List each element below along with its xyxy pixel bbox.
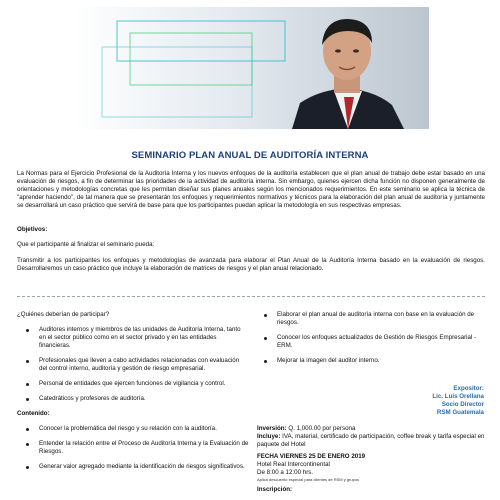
seminar-title: SEMINARIO PLAN ANUAL DE AUDITORÍA INTERNA (131, 150, 369, 161)
list-item: Profesionales que lleven a cabo actividades relacionadas con evaluación del control interno, auditoría y gestión de riesgo empresarial. (17, 357, 249, 373)
objectives-column (255, 311, 485, 372)
expositor-block (432, 385, 484, 417)
list-item: Mejorar la imagen del auditor interno. (255, 357, 485, 365)
incluye-line (257, 433, 485, 449)
section-divider (17, 296, 485, 297)
incluye-label: Incluye: (257, 433, 281, 440)
hero-banner (72, 7, 429, 129)
expositor-name: Lic. Luis Orellana (432, 393, 484, 400)
participants-heading: ¿Quiénes deberían de participar? (17, 311, 110, 318)
objetivos-heading: Objetivos: (17, 226, 48, 233)
inversion-label: Inversión: (257, 425, 287, 432)
inscripcion-heading: Inscripción: (257, 486, 293, 493)
list-item: Generar valor agregado mediante la identificación de riesgos significativos. (17, 463, 249, 471)
list-item: Auditores internos y miembros de las unidades de Auditoría Interna, tanto en el sector público como en el sector privado y en las entidades financieras. (17, 326, 249, 350)
inversion-block (257, 425, 485, 494)
objetivos-text: Transmitir a los participantes los enfoques y metodologías de avanzada para elaborar el Plan Anual de la Auditoría Interna basado en la evaluación de riesgos. Desarrollaremos un caso práctico que incluye la elaboración de matrices de riesgos y el plan anual relacionado. (17, 257, 485, 272)
list-item: Conocer los enfoques actualizados de Gestión de Riesgos Empresarial - ERM. (255, 334, 485, 350)
participants-column (17, 311, 249, 478)
contenido-heading: Contenido: (17, 410, 50, 417)
intro-paragraph: La Normas para el Ejercicio Profesional de la Auditoría Interna y los nuevos enfoques de la auditoría establecen que el plan anual de trabajo debe estar basado en una evaluación de riesgos, a fin de determinar las prioridades de la actividad de auditoría interna. Sin embargo, quienes ejercen dicha función no disponen generalmente de orientaciones y metodologías concretas que les permitan diseñar sus planes anuales según los mencionados requerimientos. En este seminario se aplica la técnica de "aprender haciendo", de tal manera que se presentarán los enfoques y requerimientos normativos y técnicos para la elaboración del plan anual de auditoría y juntamente se desarrollará un caso práctico que servirá de base para que los participantes puedan aplicar la metodología en sus respectivas empresas. (17, 170, 485, 209)
objectives-list (255, 311, 485, 365)
incluye-value: IVA, material, certificado de participación, coffee break y tarifa especial en paquete del Hotel (257, 433, 485, 448)
event-date: FECHA VIERNES 25 DE ENERO 2019 (257, 453, 366, 460)
objetivos-lead: Que el participante al finalizar el seminario pueda: (17, 241, 155, 248)
list-item: Conocer la problemática del riesgo y su relación con la auditoría. (17, 425, 249, 433)
expositor-company: RSM Guatemala (436, 409, 484, 416)
event-venue: Hotel Real Intercontinental (257, 461, 330, 468)
hero-photo (72, 7, 429, 129)
expositor-heading: Expositor: (453, 385, 484, 392)
inversion-value: Q. 1,000.00 por persona (288, 425, 356, 432)
event-time: De 8:00 a 12:00 hrs. (257, 469, 314, 476)
list-item: Personal de entidades que ejercen funciones de vigilancia y control. (17, 380, 249, 388)
list-item: Catedráticos y profesores de auditoría. (17, 395, 249, 403)
participants-list (17, 326, 249, 403)
list-item: Elaborar el plan anual de auditoría interna con base en la evaluación de riesgos. (255, 311, 485, 327)
list-item: Entender la relación entre el Proceso de Auditoría Interna y la Evaluación de Riesgos. (17, 440, 249, 456)
expositor-role: Socio Director (441, 401, 484, 408)
discount-note: Aplica descuento especial para clientes de RSM y grupos (257, 477, 360, 482)
contenido-list (17, 425, 249, 471)
inversion-line (257, 425, 485, 433)
